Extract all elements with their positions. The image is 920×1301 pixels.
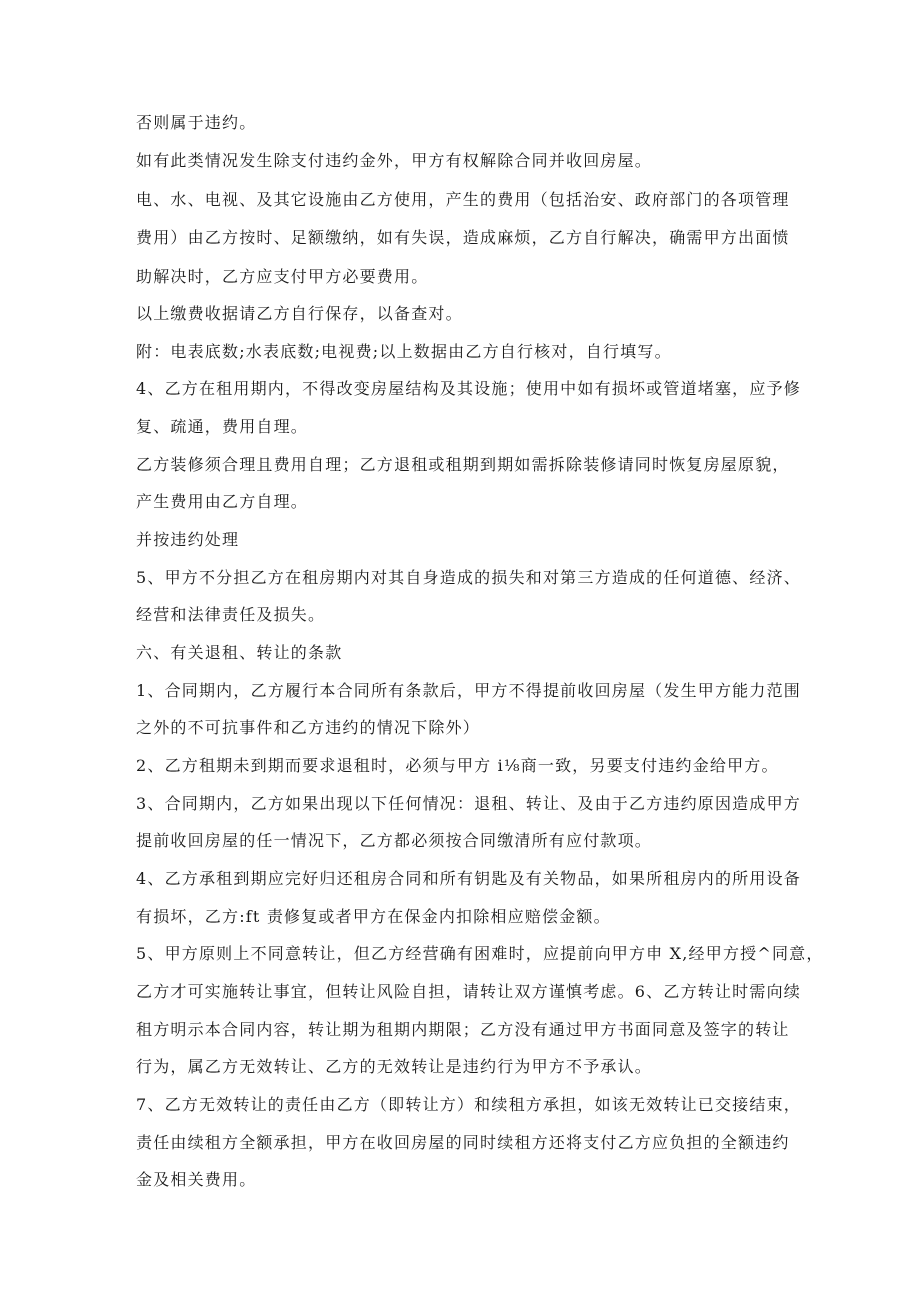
- text-line: 复、疏通，费用自理。: [136, 417, 309, 436]
- text-line: 行为，属乙方无效转让、乙方的无效转让是违约行为甲方不予承认。: [136, 1057, 653, 1076]
- text-line: 以上缴费收据请乙方自行保存，以备查对。: [136, 304, 463, 323]
- text-line: 经营和法律责任及损失。: [136, 605, 326, 624]
- text-line: 助解决时，乙方应支付甲方必要费用。: [136, 267, 429, 286]
- text-line: 并按违约处理: [136, 530, 240, 549]
- text-line: 提前收回房屋的任一情况下，乙方都必须按合同缴清所有应付款项。: [136, 831, 653, 850]
- text-line: 2、乙方租期未到期而要求退租时，必须与甲方 i⅛商一致，另要支付违约金给甲方。: [136, 756, 779, 775]
- text-line: 3、合同期内，乙方如果出现以下任何情况：退租、转让、及由于乙方违约原因造成甲方: [136, 794, 801, 813]
- text-line: 产生费用由乙方自理。: [136, 492, 309, 511]
- text-line: 有损坏，乙方:ft 责修复或者甲方在保金内扣除相应赔偿金额。: [136, 907, 611, 926]
- text-line: 乙方才可实施转让事宜，但转让风险自担，请转让双方谨慎考虑。6、乙方转让时需向续: [136, 982, 801, 1001]
- text-line: 7、乙方无效转让的责任由乙方（即转让方）和续租方承担，如该无效转让已交接结束，: [136, 1095, 801, 1114]
- text-line: 如有此类情况发生除支付违约金外，甲方有权解除合同并收回房屋。: [136, 151, 653, 170]
- text-line: 1、合同期内，乙方履行本合同所有条款后，甲方不得提前收回房屋（发生甲方能力范围: [136, 681, 801, 700]
- text-line: 乙方装修须合理且费用自理；乙方退租或租期到期如需拆除装修请同时恢复房屋原貌，: [136, 455, 790, 474]
- text-line: 5、甲方原则上不同意转让，但乙方经营确有困难时，应提前向甲方申 X,经甲方授^同意，: [136, 944, 824, 963]
- text-line: 附：电表底数;水表底数;电视费;以上数据由乙方自行核对，自行填写。: [136, 342, 672, 361]
- text-line: 租方明示本合同内容，转让期为租期内期限；乙方没有通过甲方书面同意及签字的转让: [136, 1020, 790, 1039]
- text-line: 5、甲方不分担乙方在租房期内对其自身造成的损失和对第三方造成的任何道德、经济、: [136, 568, 801, 587]
- text-line: 金及相关费用。: [136, 1170, 257, 1189]
- text-line: 责任由续租方全额承担，甲方在收回房屋的同时续租方还将支付乙方应负担的全额违约: [136, 1133, 790, 1152]
- section-heading: 六、有关退租、转让的条款: [136, 643, 343, 662]
- text-line: 4、乙方在租用期内，不得改变房屋结构及其设施；使用中如有损坏或管道堵塞，应予修: [136, 379, 801, 398]
- text-line: 之外的不可抗事件和乙方违约的情况下除外）: [136, 718, 481, 737]
- text-line: 电、水、电视、及其它设施由乙方使用，产生的费用（包括治安、政府部门的各项管理: [136, 190, 790, 209]
- text-line: 4、乙方承租到期应完好归还租房合同和所有钥匙及有关物品，如果所租房内的所用设备: [136, 869, 801, 888]
- text-line: 否则属于违约。: [136, 113, 257, 132]
- text-line: 费用）由乙方按时、足额缴纳，如有失误，造成麻烦，乙方自行解决，确需甲方出面愤: [136, 228, 790, 247]
